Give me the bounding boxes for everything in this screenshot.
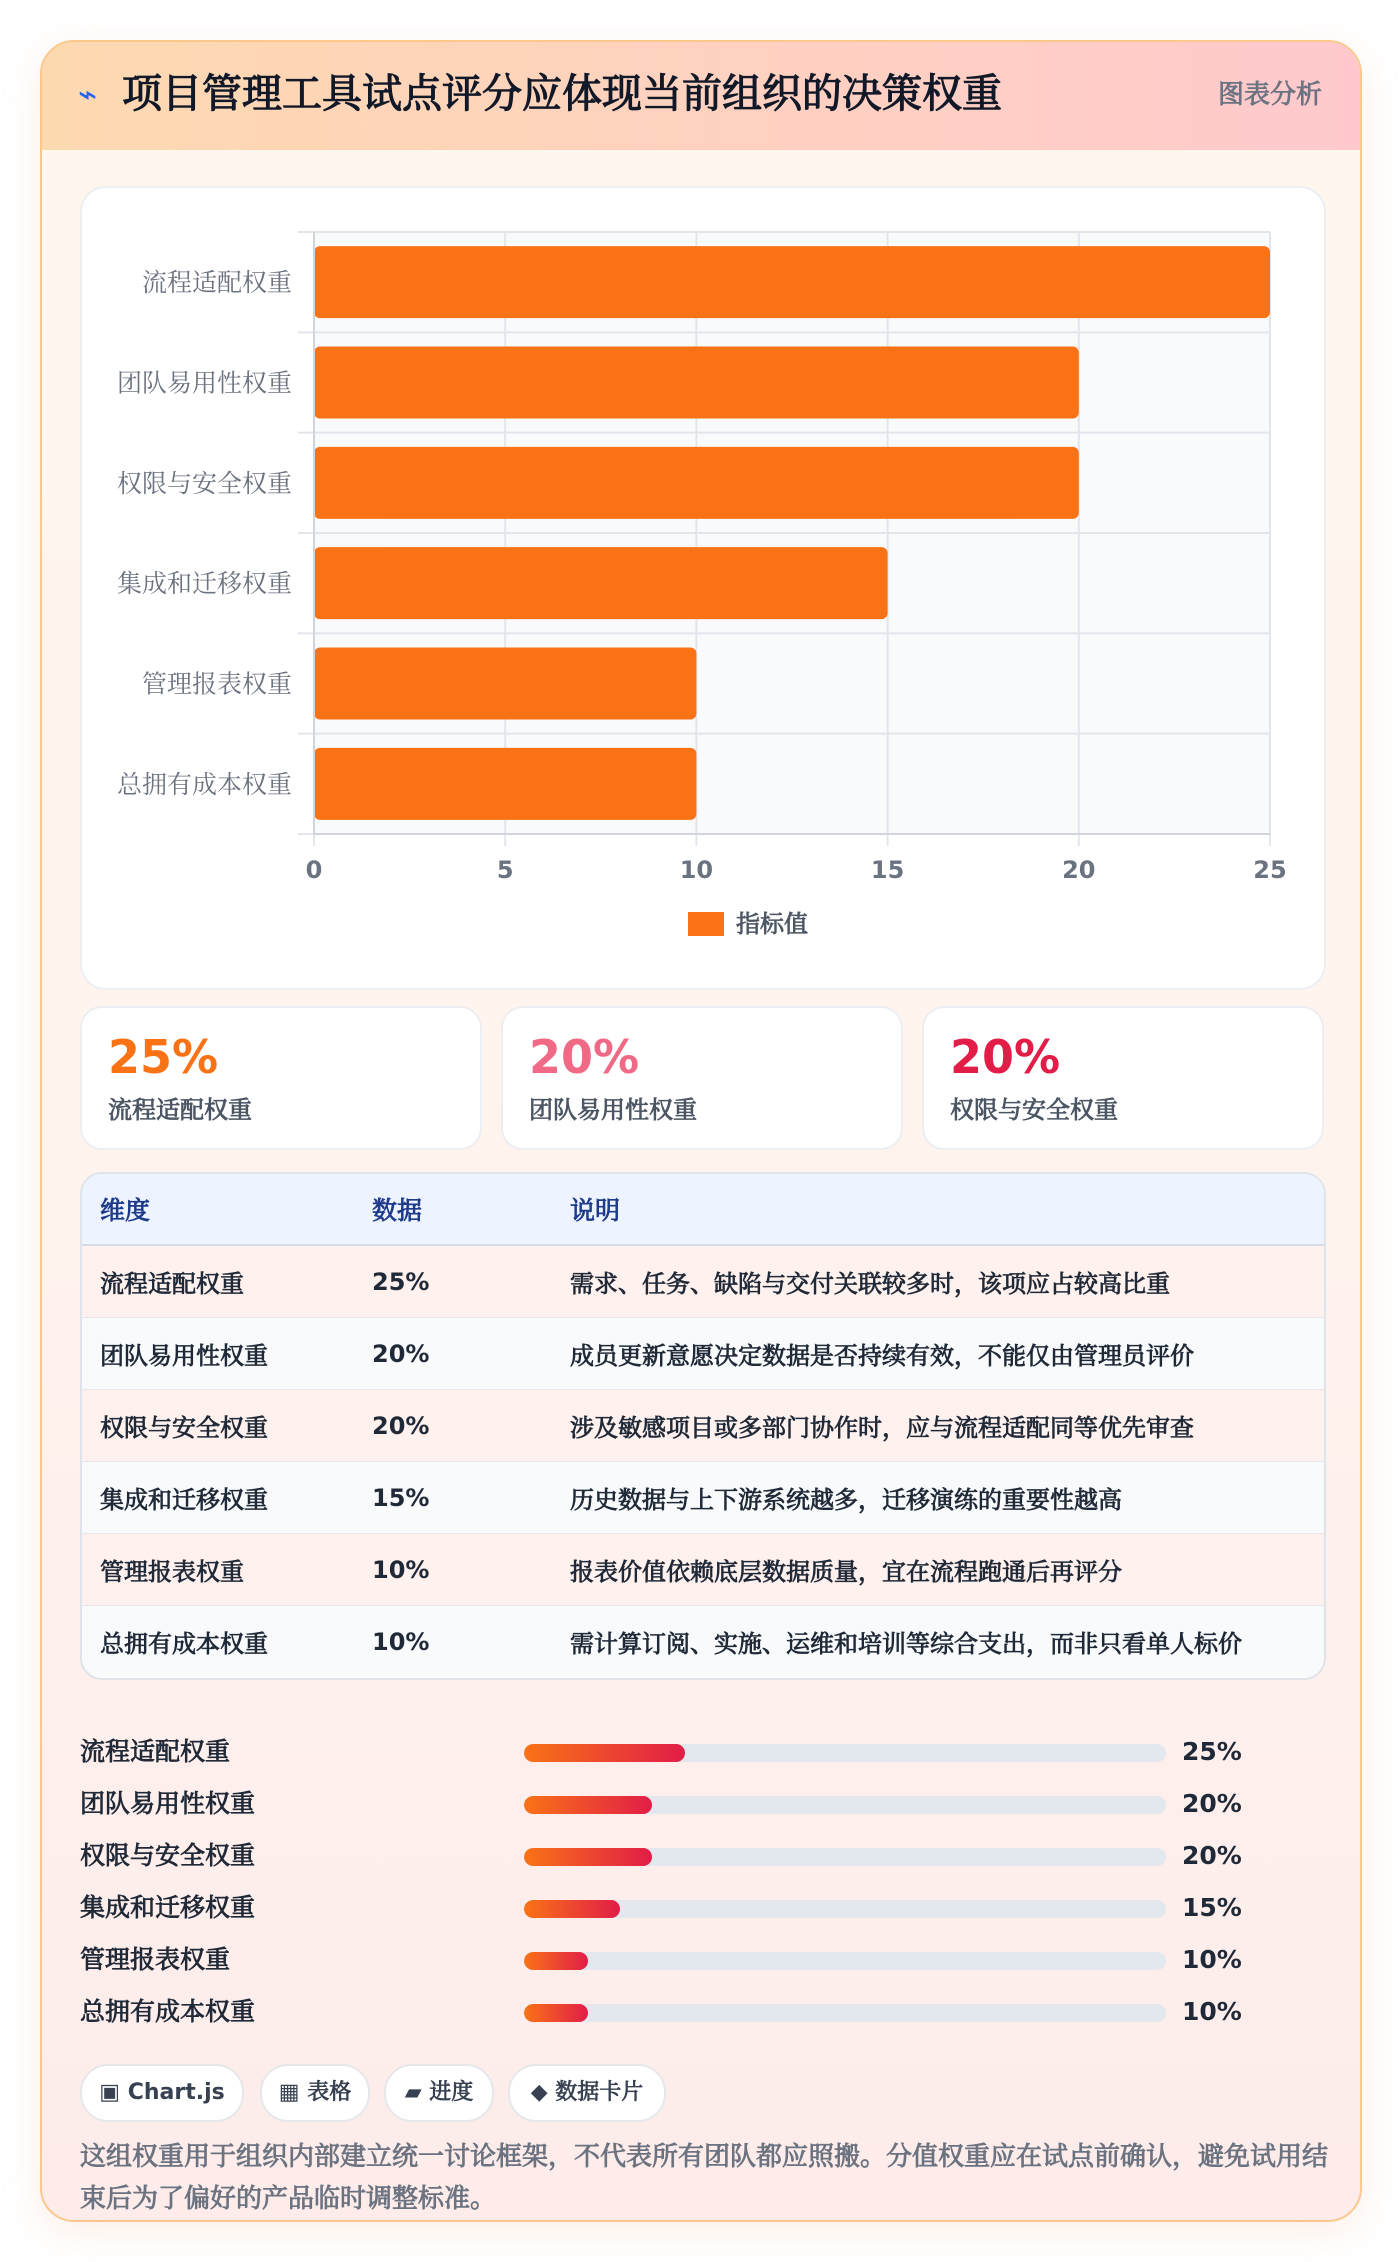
progress-row [80, 1940, 1322, 1980]
table-row [82, 1462, 1324, 1534]
progress-track [524, 1848, 1166, 1866]
x-tick-label: 20 [1062, 856, 1096, 884]
stat-label: 权限与安全权重 [950, 1096, 1118, 1124]
progress-label: 总拥有成本权重 [80, 1997, 256, 2026]
progress-track [524, 2004, 1166, 2022]
card-header [42, 42, 1360, 150]
table-cell: 25% [354, 1245, 552, 1318]
progress-fill [524, 1796, 652, 1814]
stat-value: 20% [529, 1030, 640, 1084]
stat-value: 20% [950, 1030, 1061, 1084]
header-tag: 图表分析 [1217, 80, 1322, 110]
analysis-card [40, 40, 1362, 2222]
x-tick-label: 15 [870, 856, 905, 884]
table-cell: 涉及敏感项目或多部门协作时，应与流程适配同等优先审查 [552, 1390, 1324, 1462]
chart-panel [80, 186, 1326, 990]
table-cell: 10% [354, 1534, 552, 1606]
stat-label: 团队易用性权重 [529, 1096, 697, 1124]
chip-chartjs[interactable]: ▣ Chart.js [80, 2064, 244, 2122]
category-label: 管理报表权重 [141, 669, 292, 699]
stat-card [501, 1006, 903, 1150]
data-table [80, 1172, 1326, 1680]
progress-track [524, 1796, 1166, 1814]
progress-row [80, 1784, 1322, 1824]
table-cell: 报表价值依赖底层数据质量，宜在流程跑通后再评分 [552, 1534, 1324, 1606]
category-label: 流程适配权重 [141, 268, 292, 298]
stat-card [922, 1006, 1324, 1150]
table-cell: 管理报表权重 [82, 1534, 354, 1606]
chip-progress[interactable]: ▰ 进度 [384, 2064, 494, 2122]
page-title: 项目管理工具试点评分应体现当前组织的决策权重 [122, 71, 1002, 117]
progress-fill [524, 1900, 620, 1918]
progress-row [80, 1732, 1322, 1772]
column-header: 维度 [82, 1174, 354, 1245]
table-cell: 流程适配权重 [82, 1245, 354, 1318]
progress-fill [524, 2004, 588, 2022]
progress-track [524, 1952, 1166, 1970]
progress-label: 团队易用性权重 [80, 1789, 256, 1818]
stat-card [80, 1006, 482, 1150]
category-label: 集成和迁移权重 [116, 569, 292, 599]
table-cell: 需求、任务、缺陷与交付关联较多时，该项应占较高比重 [552, 1245, 1324, 1318]
progress-label: 集成和迁移权重 [80, 1893, 256, 1922]
bar-chart [82, 188, 1324, 988]
progress-label: 流程适配权重 [80, 1737, 231, 1766]
category-label: 总拥有成本权重 [116, 769, 292, 799]
x-tick-label: 10 [679, 856, 714, 884]
bar [314, 246, 1270, 318]
table-cell: 集成和迁移权重 [82, 1462, 354, 1534]
chip-table[interactable]: ▦ 表格 [260, 2064, 370, 2122]
table-cell: 20% [354, 1318, 552, 1390]
bar [314, 547, 888, 619]
table-cell: 20% [354, 1390, 552, 1462]
legend-swatch [688, 912, 724, 936]
x-tick-label: 25 [1253, 856, 1287, 884]
progress-track [524, 1744, 1166, 1762]
progress-fill [524, 1952, 588, 1970]
table-row [82, 1390, 1324, 1462]
progress-label: 管理报表权重 [80, 1945, 231, 1974]
progress-value: 10% [1182, 1945, 1242, 1974]
x-tick-label: 0 [305, 856, 323, 884]
bar [314, 347, 1079, 419]
table-cell: 权限与安全权重 [82, 1390, 354, 1462]
table-cell: 总拥有成本权重 [82, 1606, 354, 1678]
progress-row [80, 1836, 1322, 1876]
progress-value: 20% [1182, 1789, 1242, 1818]
progress-value: 25% [1182, 1737, 1242, 1766]
progress-value: 10% [1182, 1997, 1242, 2026]
stat-cards [80, 1006, 1322, 1150]
table-cell: 10% [354, 1606, 552, 1678]
table-row [82, 1245, 1324, 1318]
progress-fill [524, 1744, 685, 1762]
column-header: 说明 [552, 1174, 1324, 1245]
progress-fill [524, 1848, 652, 1866]
progress-row [80, 1888, 1322, 1928]
table-cell: 成员更新意愿决定数据是否持续有效，不能仅由管理员评价 [552, 1318, 1324, 1390]
category-label: 团队易用性权重 [116, 368, 292, 398]
progress-label: 权限与安全权重 [80, 1841, 256, 1870]
stat-label: 流程适配权重 [108, 1096, 252, 1124]
table-row [82, 1606, 1324, 1678]
table-cell: 15% [354, 1462, 552, 1534]
table-cell: 需计算订阅、实施、运维和培训等综合支出，而非只看单人标价 [552, 1606, 1324, 1678]
progress-value: 20% [1182, 1841, 1242, 1870]
category-label: 权限与安全权重 [116, 468, 292, 498]
chip-data-card[interactable]: ◆ 数据卡片 [508, 2064, 666, 2122]
table-row [82, 1534, 1324, 1606]
table-header-row [82, 1174, 1324, 1245]
legend-label: 指标值 [736, 910, 808, 938]
bar [314, 648, 696, 720]
footnote: 这组权重用于组织内部建立统一讨论框架，不代表所有团队都应照搬。分值权重应在试点前确认，避免试用结束后为了偏好的产品临时调整标准。 [80, 2142, 1329, 2214]
progress-row [80, 1992, 1322, 2032]
bar [314, 748, 696, 820]
column-header: 数据 [354, 1174, 552, 1245]
table-cell: 团队易用性权重 [82, 1318, 354, 1390]
progress-value: 15% [1182, 1893, 1242, 1922]
x-tick-label: 5 [496, 856, 514, 884]
progress-track [524, 1900, 1166, 1918]
stat-value: 25% [108, 1030, 219, 1084]
table-row [82, 1318, 1324, 1390]
progress-list [80, 1732, 1322, 2052]
table-cell: 历史数据与上下游系统越多，迁移演练的重要性越高 [552, 1462, 1324, 1534]
lightning-icon: ⌁ [78, 75, 98, 113]
bar [314, 447, 1079, 519]
